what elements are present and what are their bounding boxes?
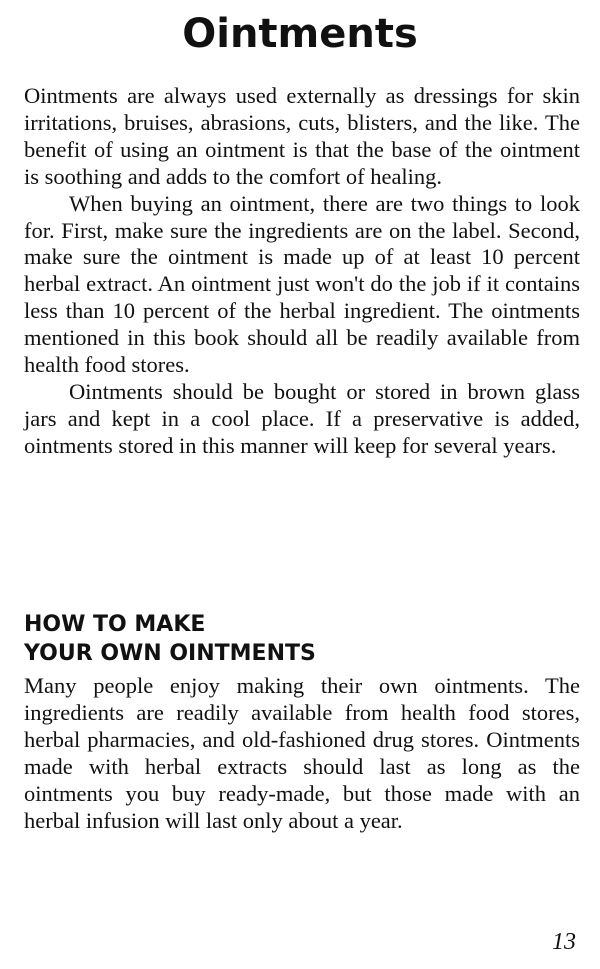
section-heading [24,610,316,668]
section-heading-line-1: HOW TO MAKE [24,612,206,637]
intro-section [24,83,580,460]
make-section [24,673,580,834]
page-number: 13 [552,929,576,955]
page-title: Ointments [182,11,418,57]
section-heading-line-2: YOUR OWN OINTMENTS [24,641,316,666]
paragraph: Many people enjoy making their own ointments. The ingredients are readily available from health food stores, herbal pharmacies, and old-fashioned drug stores. Ointments made with herbal extracts should last as long as the ointments you buy ready-made, but those made with an herbal infusion will last only about a year. [24,673,580,833]
paragraph: Ointments are always used externally as dressings for skin irritations, bruises, abrasions, cuts, blisters, and the like. The benefit of using an ointment is that the base of the ointment is soothing and adds to the comfort of healing. [24,83,580,189]
paragraph: When buying an ointment, there are two things to look for. First, make sure the ingredients are on the label. Second, make sure the ointment is made up of at least 10 percent herbal extract. An ointment just won't do the job if it contains less than 10 percent of the herbal ingredient. The ointments mentioned in this book should all be readily available from health food stores. [24,190,580,378]
paragraph: Ointments should be bought or stored in brown glass jars and kept in a cool place. If a preservative is added, ointments stored in this manner will keep for several years. [24,378,580,458]
